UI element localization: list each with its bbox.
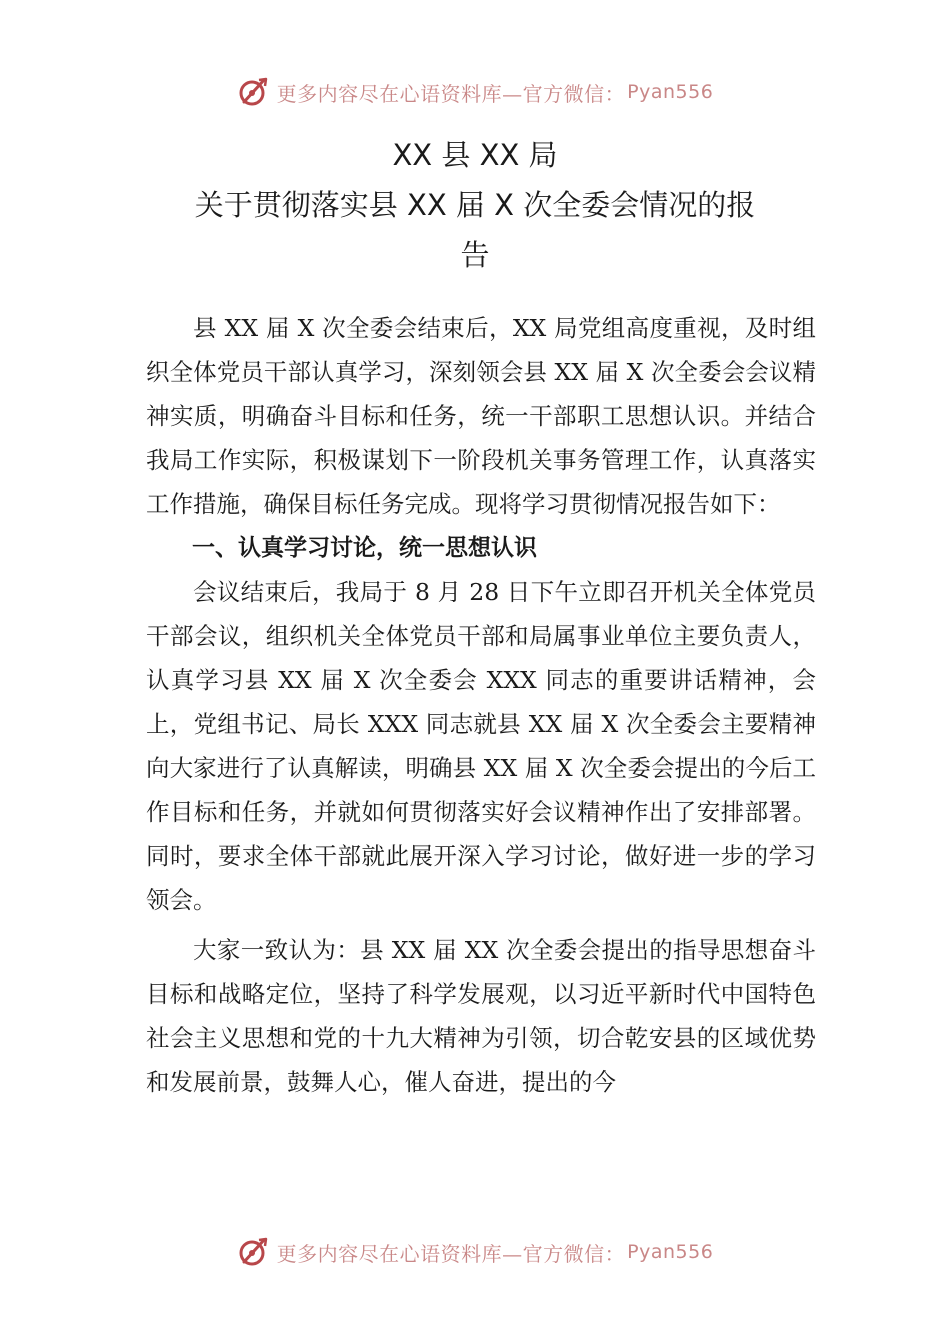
title-line-2: 关于贯彻落实县 XX 届 X 次全委会情况的报: [194, 188, 756, 222]
section-heading-1: 一、认真学习讨论，统一思想认识: [192, 535, 537, 561]
footer-watermark: [0, 1232, 950, 1272]
watermark-text: 更多内容尽在心语资料库—官方微信：: [276, 1241, 626, 1266]
watermark-text: 更多内容尽在心语资料库—官方微信：: [276, 81, 626, 106]
document-title: [0, 130, 950, 280]
title-line-3: 告: [460, 238, 490, 272]
logo-icon: [237, 1235, 271, 1269]
header-watermark: [0, 72, 950, 112]
watermark-wechat-id: Pyan556: [627, 81, 714, 103]
title-line-1: XX 县 XX 局: [392, 138, 558, 172]
paragraph-meeting: 会议结束后，我局于 8 月 28 日下午立即召开机关全体党员干部会议，组织机关全体党员干部和局属事业单位主要负责人，认真学习县 XX 届 X 次全委会 XXX 同志的重要讲话精神，会上，党组书记、局长 XXX 同志就县 XX 届 X 次全委会主要精神向大家进行了认真解读，明确县 XX 届 X 次全委会提出的今后工作目标和任务，并就如何贯彻落实好会议精神作出了安排部署。同时，要求全体干部就此展开深入学习讨论，做好进一步的学习领会。: [146, 578, 816, 914]
document-body: [146, 306, 816, 1104]
paragraph-intro: 县 XX 届 X 次全委会结束后，XX 局党组高度重视，及时组织全体党员干部认真学习，深刻领会县 XX 届 X 次全委会会议精神实质，明确奋斗目标和任务，统一干部职工思想认识。并结合我局工作实际，积极谋划下一阶段机关事务管理工作，认真落实工作措施，确保目标任务完成。现将学习贯彻情况报告如下：: [146, 314, 816, 518]
logo-icon: [237, 75, 271, 109]
watermark-wechat-id: Pyan556: [627, 1241, 714, 1263]
paragraph-consensus: 大家一致认为：县 XX 届 XX 次全委会提出的指导思想奋斗目标和战略定位，坚持了科学发展观，以习近平新时代中国特色社会主义思想和党的十九大精神为引领，切合乾安县的区域优势和发展前景，鼓舞人心，催人奋进，提出的今: [146, 936, 816, 1096]
